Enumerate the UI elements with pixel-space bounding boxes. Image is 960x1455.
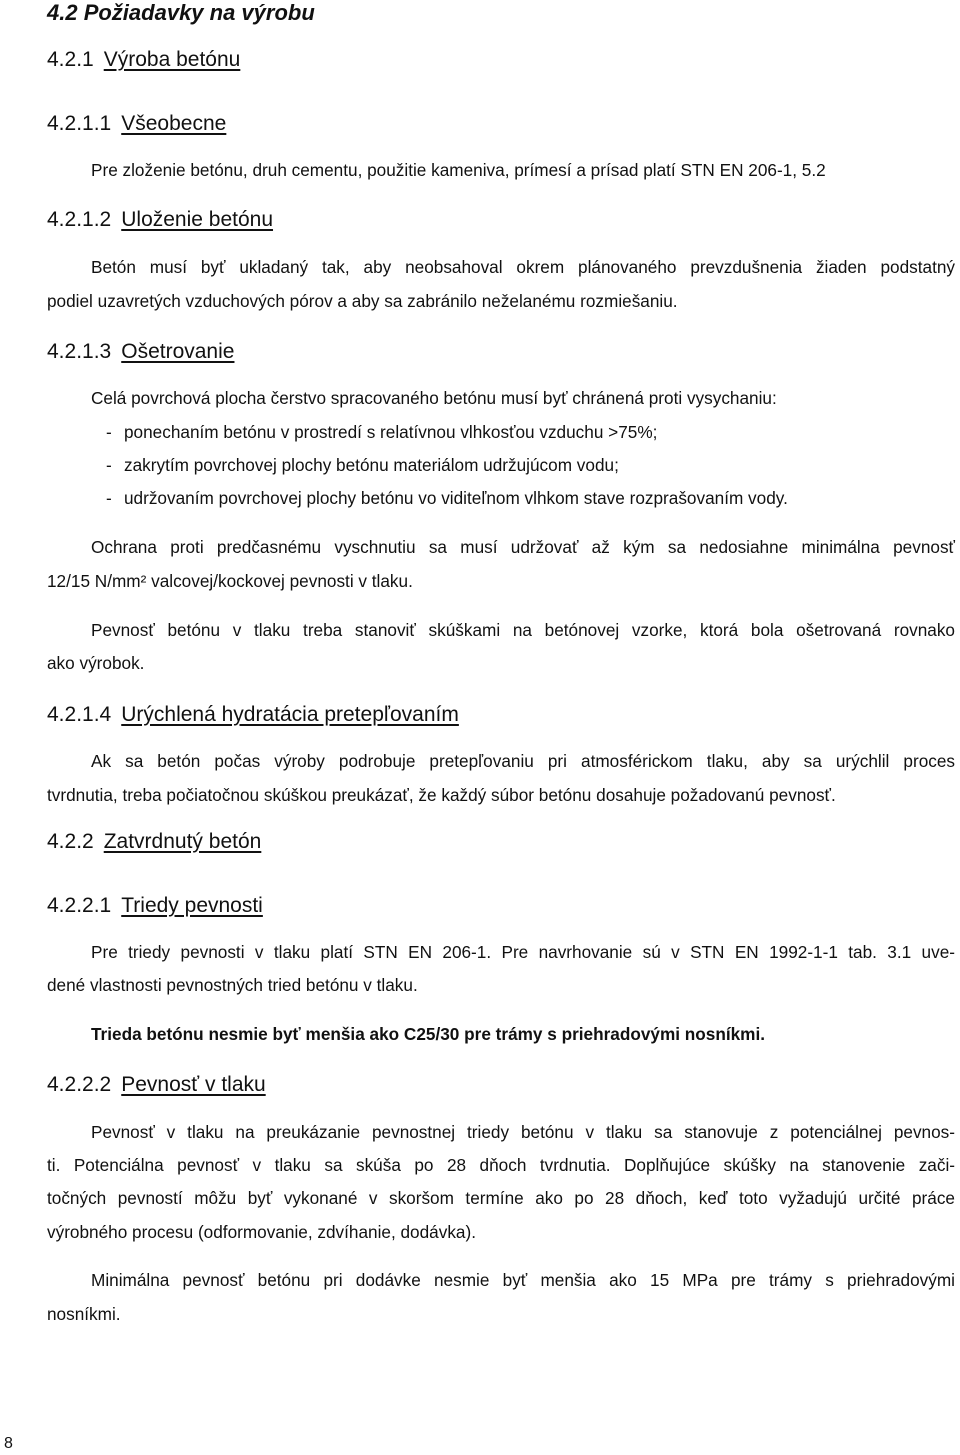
- paragraph-line: Ochrana proti predčasnému vyschnutiu sa musí udržovať až kým sa nedosiahne minimálna pevnosť: [91, 537, 955, 557]
- subsection-heading-4-2-2-1: [47, 893, 263, 919]
- heading-title: Výroba betónu: [103, 48, 241, 71]
- heading-title: Triedy pevnosti: [121, 894, 263, 917]
- paragraph-line: Ak sa betón počas výroby podrobuje pretepľovaniu pri atmosférickom tlaku, aby sa urýchlil proces: [91, 751, 955, 771]
- bold-requirement-text: Trieda betónu nesmie byť menšia ako C25/30 pre trámy s priehradovými nosníkmi.: [91, 1024, 766, 1044]
- list-item: [106, 421, 657, 443]
- page-number: 8: [4, 1435, 13, 1452]
- list-dash: -: [106, 422, 112, 442]
- heading-number: 4.2.2: [47, 830, 94, 853]
- paragraph-line: Pevnosť v tlaku na preukázanie pevnostnej triedy betónu v tlaku sa stanovuje z potenciálnej pevnos-: [91, 1122, 955, 1142]
- paragraph-text: Pre zloženie betónu, druh cementu, použitie kameniva, prímesí a prísad platí STN EN 206-1, 5.2: [91, 160, 826, 180]
- paragraph-line: točných pevností môžu byť vykonané v skoršom termíne ako po 28 dňoch, keď toto vyžadujú určité práce: [47, 1188, 955, 1208]
- paragraph-line: podiel uzavretých vzduchových pórov a aby sa zabránilo neželanému rozmiešaniu.: [47, 291, 678, 311]
- list-item: [106, 487, 788, 509]
- heading-title: Ošetrovanie: [121, 340, 235, 363]
- heading-title: Pevnosť v tlaku: [121, 1073, 266, 1096]
- list-item-text: zakrytím povrchovej plochy betónu materiálom udržujúcom vodu;: [124, 455, 619, 475]
- list-item-text: udržovaním povrchovej plochy betónu vo viditeľnom vlhkom stave rozprašovaním vody.: [124, 488, 788, 508]
- subsection-heading-4-2-1-4: [47, 702, 459, 728]
- heading-title: Všeobecne: [121, 112, 227, 135]
- paragraph-line: 12/15 N/mm² valcovej/kockovej pevnosti v tlaku.: [47, 571, 413, 591]
- paragraph-text: Celá povrchová plocha čerstvo spracovaného betónu musí byť chránená proti vysychaniu:: [91, 388, 777, 408]
- list-dash: -: [106, 455, 112, 475]
- heading-number: 4.2.1.2: [47, 208, 112, 231]
- paragraph-line: Pevnosť betónu v tlaku treba stanoviť skúškami na betónovej vzorke, ktorá bola ošetrovaná rovnako: [91, 620, 955, 640]
- heading-title: Urýchlená hydratácia pretepľovaním: [121, 703, 459, 726]
- heading-number: 4.2.1.1: [47, 112, 112, 135]
- subsection-heading-4-2-1-2: [47, 207, 273, 233]
- heading-number: 4.2.2.1: [47, 894, 112, 917]
- section-heading-4-2: 4.2 Požiadavky na výrobu: [47, 0, 315, 25]
- heading-title: Zatvrdnutý betón: [103, 830, 262, 853]
- paragraph-line: ti. Potenciálna pevnosť v tlaku sa skúša po 28 dňoch tvrdnutia. Doplňujúce skúšky na stanovenie zači-: [47, 1155, 955, 1175]
- paragraph-line: nosníkmi.: [47, 1304, 121, 1324]
- paragraph-line: Pre triedy pevnosti v tlaku platí STN EN 206-1. Pre navrhovanie sú v STN EN 1992-1-1 tab. 3.1 uve-: [91, 942, 955, 962]
- heading-number: 4.2.1.4: [47, 703, 112, 726]
- subsection-heading-4-2-1-1: [47, 111, 226, 137]
- heading-number: 4.2.1: [47, 48, 94, 71]
- paragraph-line: výrobného procesu (odformovanie, zdvíhanie, dodávka).: [47, 1222, 476, 1242]
- list-dash: -: [106, 488, 112, 508]
- heading-number: 4.2.2.2: [47, 1073, 112, 1096]
- paragraph-line: Minimálna pevnosť betónu pri dodávke nesmie byť menšia ako 15 MPa pre trámy s priehradovými: [91, 1270, 955, 1290]
- subsection-heading-4-2-2-2: [47, 1072, 266, 1098]
- paragraph-line: Betón musí byť ukladaný tak, aby neobsahoval okrem plánovaného prevzdušnenia žiaden podstatný: [91, 257, 955, 277]
- list-item: [106, 454, 619, 476]
- subsection-heading-4-2-1: [47, 47, 240, 73]
- list-item-text: ponechaním betónu v prostredí s relatívnou vlhkosťou vzduchu >75%;: [124, 422, 658, 442]
- heading-title: Uloženie betónu: [121, 208, 274, 231]
- paragraph-line: tvrdnutia, treba počiatočnou skúškou preukázať, že každý súbor betónu dosahuje požadovanú pevnosť.: [47, 785, 836, 805]
- paragraph-line: ako výrobok.: [47, 653, 145, 673]
- paragraph-line: dené vlastnosti pevnostných tried betónu v tlaku.: [47, 975, 418, 995]
- subsection-heading-4-2-1-3: [47, 339, 234, 365]
- subsection-heading-4-2-2: [47, 829, 261, 855]
- heading-number: 4.2.1.3: [47, 340, 112, 363]
